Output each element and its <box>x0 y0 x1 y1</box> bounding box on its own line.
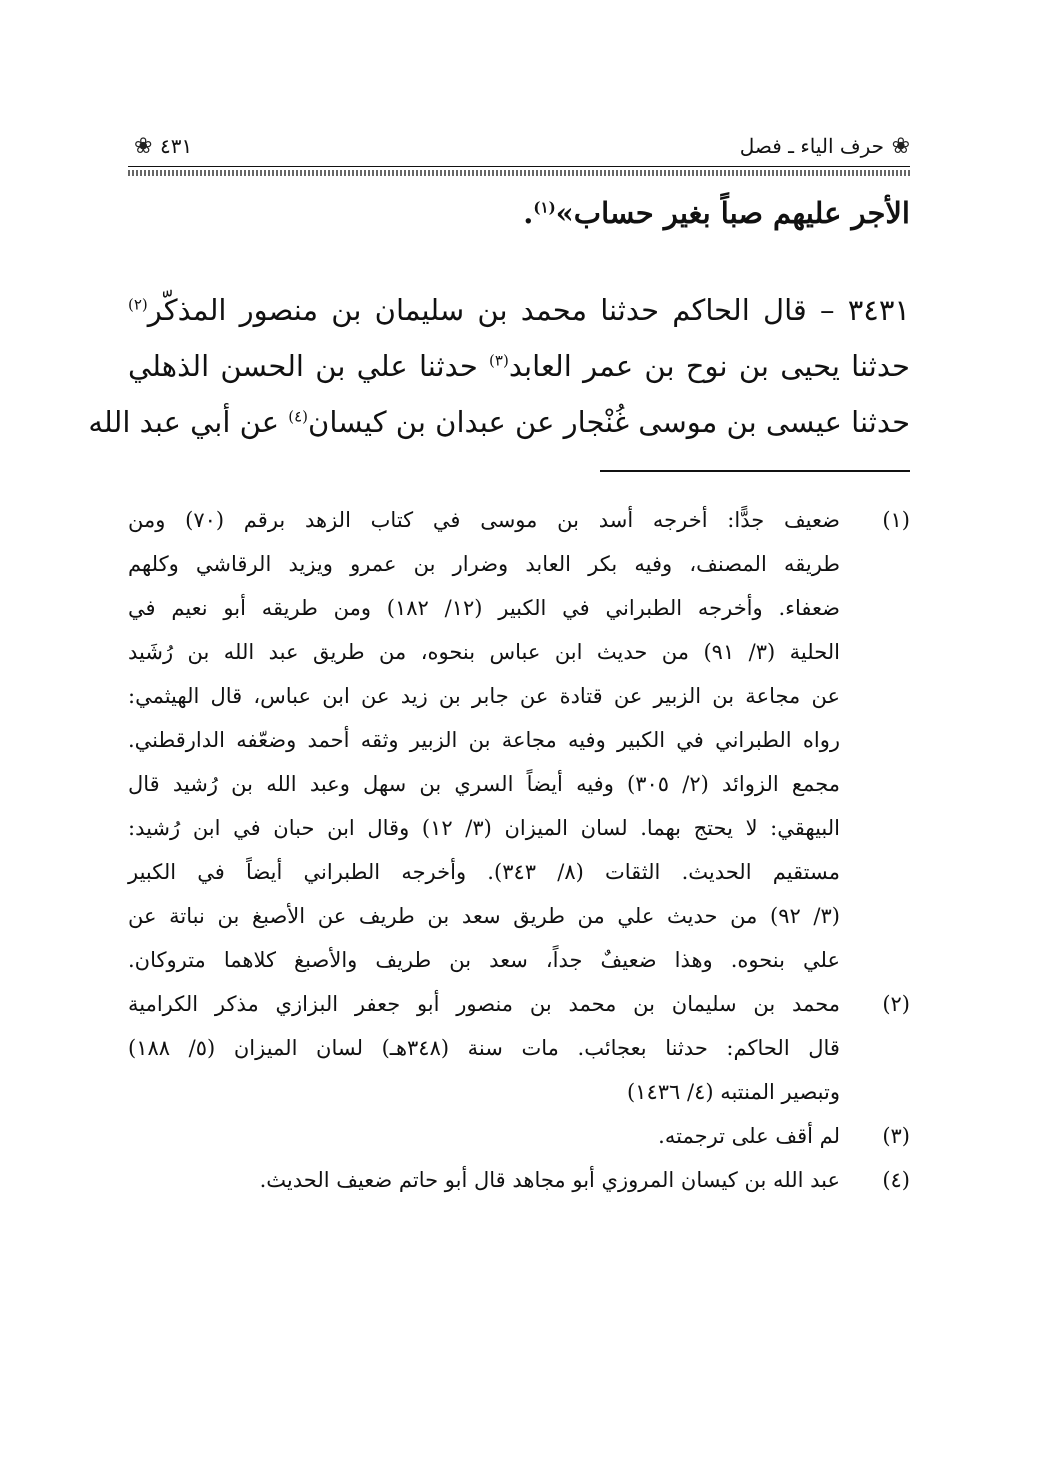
footnote-line: (٣/ ٩٢) من حديث علي من طريق سعد بن طريف عن الأصبغ بن نباتة عن <box>128 904 840 928</box>
footnote-line: ضعفاء. وأخرجه الطبراني في الكبير (١٢/ ١٨٢) ومن طريقه أبو نعيم في <box>128 596 840 620</box>
ornament-icon: ❀ <box>891 134 910 159</box>
footnote-line: طريقه المصنف، وفيه بكر العابد وضرار بن عمرو ويزيد الرقاشي وكلهم <box>128 552 840 576</box>
hadith-line: حدثنا عيسى بن موسى غُنْجار عن عبدان بن كيسان$^{(٤)}$ عن أبي عبد الله <box>88 405 910 439</box>
footnote-ref[interactable]: (٤) <box>288 407 309 426</box>
header-rule <box>128 166 910 167</box>
footnote-line: البيهقي: لا يحتج بهما. لسان الميزان (٣/ ١٢) وقال ابن حبان في ابن رُشيد: <box>128 816 840 840</box>
footnote-line: رواه الطبراني في الكبير وفيه مجاعة بن الزبير وثقه أحمد وضعّفه الدارقطني. <box>128 728 840 752</box>
footnote-line: قال الحاكم: حدثنا بعجائب. مات سنة (٣٤٨هـ) لسان الميزان (٥/ ١٨٨) <box>128 1036 840 1060</box>
footnote-line: (٤) عبد الله بن كيسان المروزي أبو مجاهد قال أبو حاتم ضعيف الحديث. <box>128 1160 910 1200</box>
footnote-line: عن مجاعة بن الزبير عن قتادة عن جابر بن زيد عن ابن عباس، قال الهيثمي: <box>128 684 840 708</box>
footnote-ref[interactable]: (١) <box>533 198 556 217</box>
footnote-line: وتبصير المنتبه (٤/ ١٤٣٦) <box>626 1080 840 1104</box>
footnote-line: علي بنحوه. وهذا ضعيفٌ جداً، سعد بن طريف والأصبغ كلاهما متروكان. <box>128 948 840 972</box>
continuation-line: الأجر عليهم صباً بغير حساب»$^{(١)}$. <box>523 196 910 230</box>
footnote-line: (٢) محمد بن سليمان بن محمد بن منصور أبو جعفر البزازي مذكر الكرامية <box>128 984 910 1024</box>
chapter-title: حرف الياء ـ فصل <box>739 134 884 158</box>
hadith-line: حدثنا يحيى بن نوح بن عمر العابد$^{(٣)}$ حدثنا علي بن الحسن الذهلي <box>128 349 910 383</box>
footnote-line: (٣) لم أقف على ترجمته. <box>128 1116 910 1156</box>
footnote-line: مجمع الزوائد (٢/ ٣٠٥) وفيه أيضاً السري بن سهل وعبد الله بن رُشيد قال <box>128 772 840 796</box>
footnote-number: (٤) <box>882 1168 910 1192</box>
footnote-number: (٢) <box>882 992 910 1016</box>
header-border-pattern <box>128 170 910 176</box>
ornament-icon: ❀ <box>134 134 153 159</box>
footnote-number: (١) <box>882 508 910 532</box>
footnote-separator <box>600 470 910 472</box>
page-number: ٤٣١ <box>160 134 193 158</box>
footnote-line: (١) ضعيف جدًّا: أخرجه أسد بن موسى في كتاب الزهد برقم (٧٠) ومن <box>128 500 910 540</box>
running-header <box>128 128 910 178</box>
hadith-line: ٣٤٣١ – قال الحاكم حدثنا محمد بن سليمان بن منصور المذكّر$^{(٢)}$ <box>128 293 910 327</box>
footnote-number: (٣) <box>882 1124 910 1148</box>
footnote-ref[interactable]: (٣) <box>489 351 509 370</box>
footnote-line: مستقيم الحديث. الثقات (٨/ ٣٤٣). وأخرجه الطبراني أيضاً في الكبير <box>128 860 840 884</box>
footnote-ref[interactable]: (٢) <box>128 295 148 314</box>
footnote-line: الحلية (٣/ ٩١) من حديث ابن عباس بنحوه، من طريق عبد الله بن رُشَيد <box>128 640 840 664</box>
